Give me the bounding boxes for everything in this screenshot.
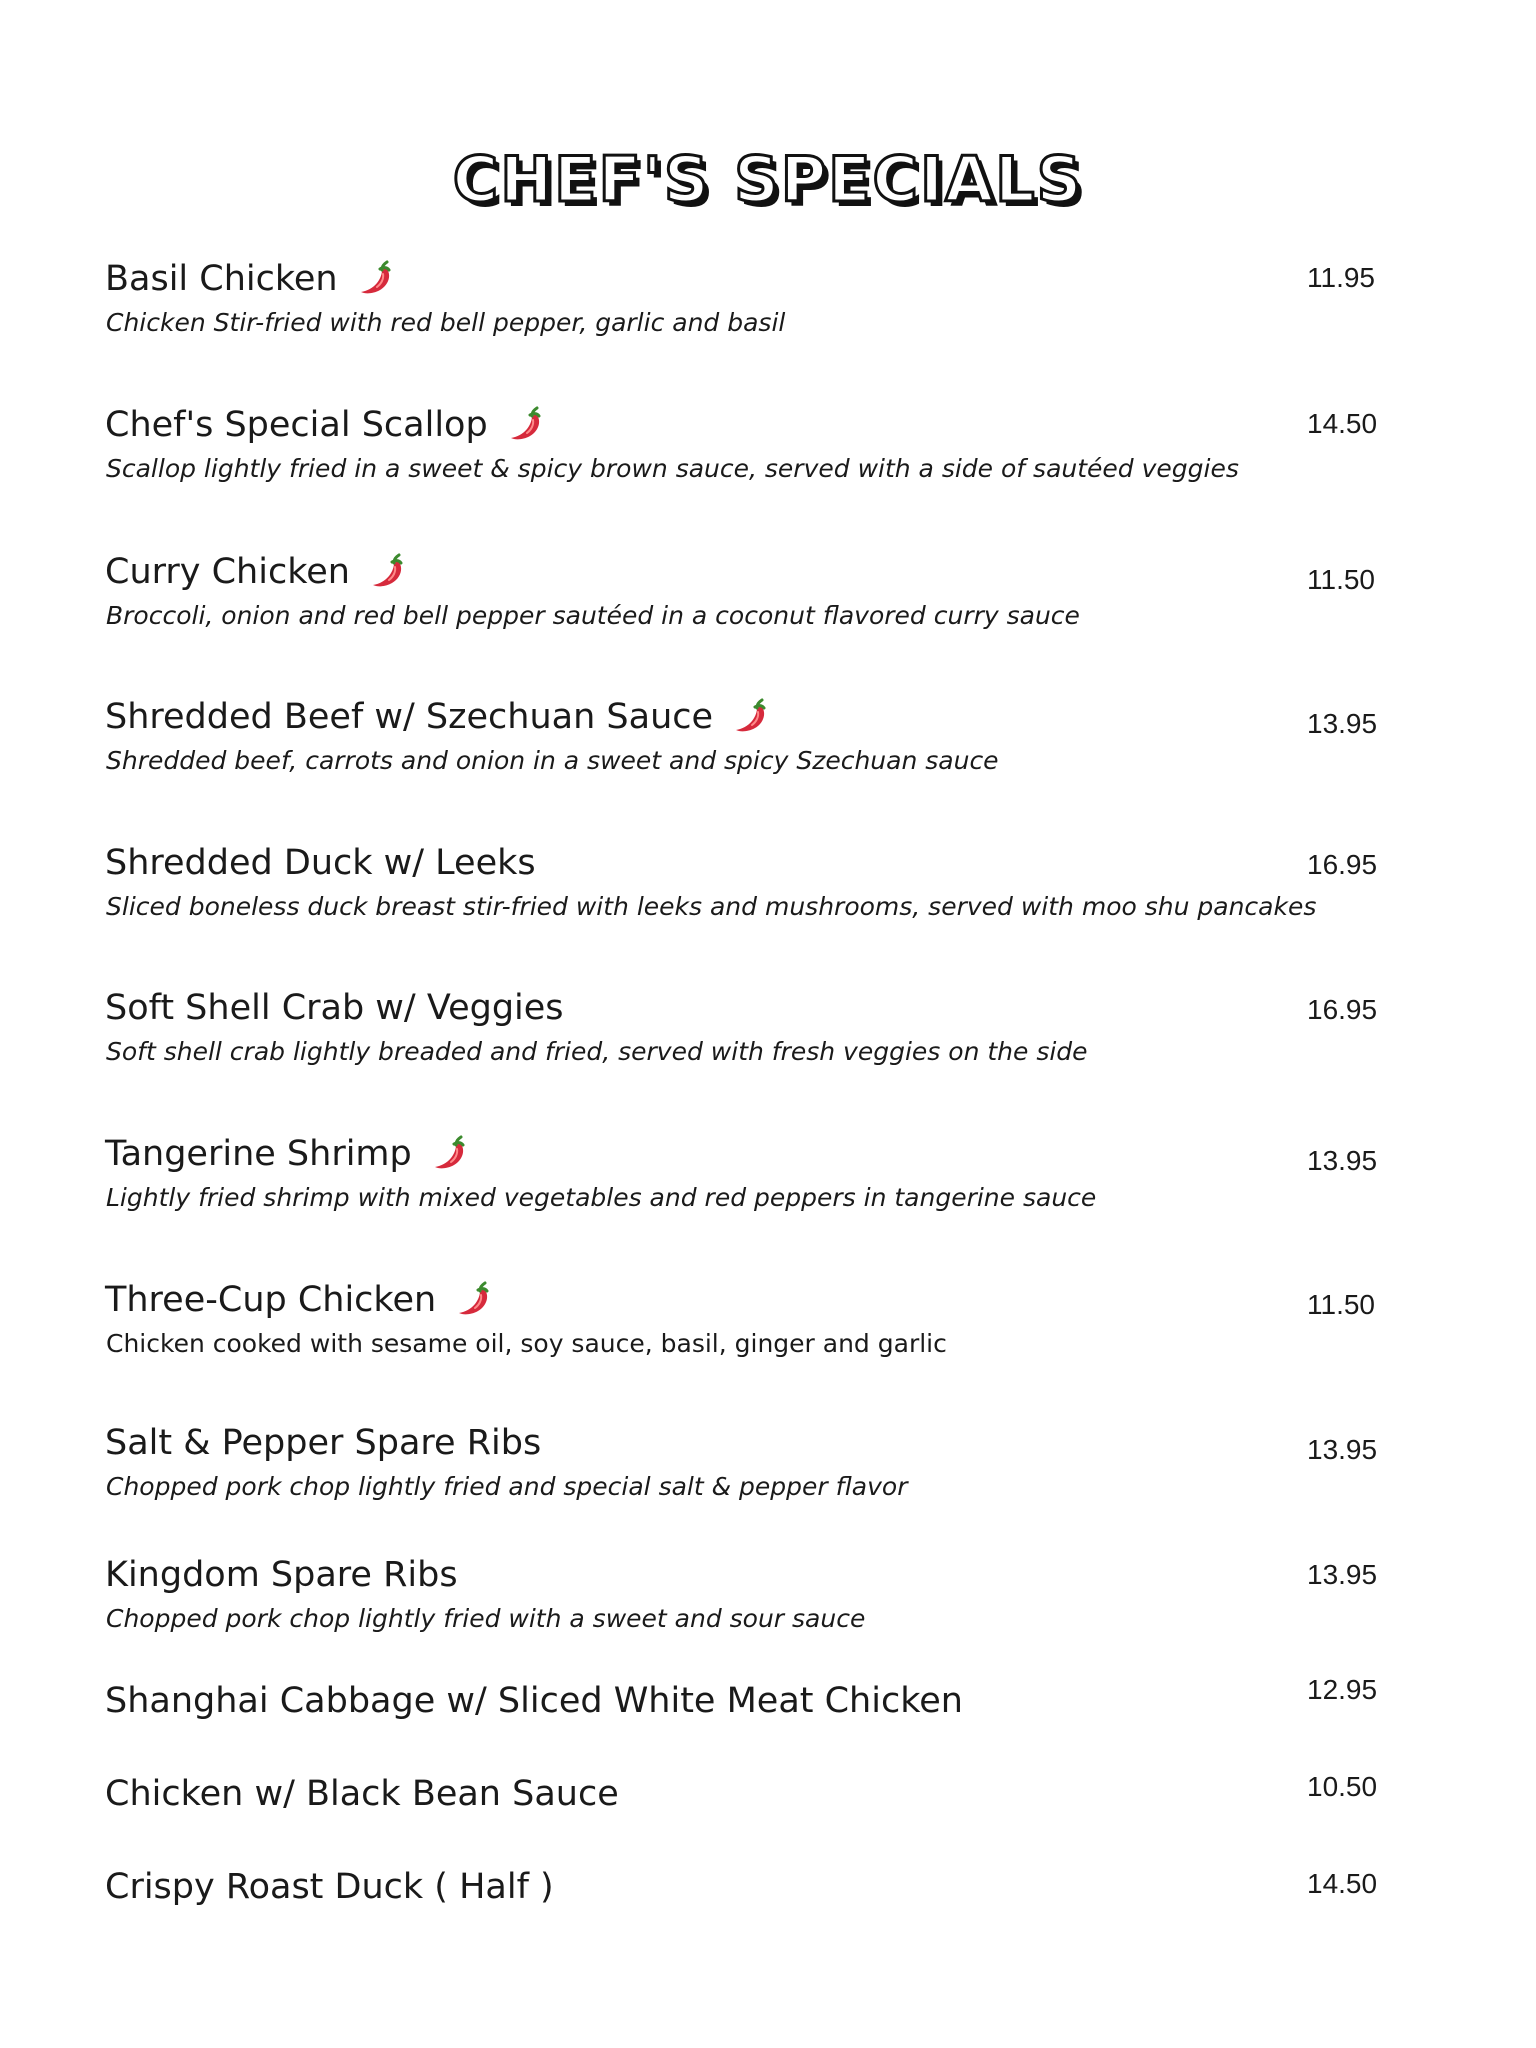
menu-item [0, 549, 1536, 669]
menu-item [0, 840, 1536, 960]
menu-item-name [105, 1552, 458, 1598]
menu-item-name-text: Chicken w/ Black Bean Sauce [105, 1774, 619, 1814]
menu-item-name-text: Tangerine Shrimp [105, 1134, 412, 1174]
menu-item [0, 985, 1536, 1105]
menu-item-description: Sliced boneless duck breast stir-fried with leeks and mushrooms, served with moo shu pancakes [106, 892, 1317, 921]
menu-item-description: Chopped pork chop lightly fried with a sweet and sour sauce [106, 1604, 866, 1633]
menu-item-name-text: Three-Cup Chicken [105, 1280, 437, 1320]
menu-item-name [105, 1678, 963, 1724]
menu-item-name-text: Salt & Pepper Spare Ribs [105, 1423, 542, 1463]
menu-item-description: Scallop lightly fried in a sweet & spicy brown sauce, served with a side of sautéed veggies [106, 454, 1239, 483]
menu-item-price: 13.95 [1307, 708, 1378, 739]
menu-item-name [105, 1771, 619, 1817]
menu-item-name [105, 1864, 554, 1910]
menu-item-description: Chopped pork chop lightly fried and special salt & pepper flavor [106, 1472, 908, 1501]
menu-item-price: 12.95 [1307, 1674, 1378, 1705]
menu-item-price: 14.50 [1307, 408, 1378, 439]
menu-item-price: 11.50 [1307, 564, 1375, 595]
menu-item-name-text: Shanghai Cabbage w/ Sliced White Meat Chicken [105, 1681, 963, 1721]
chili-pepper-icon [368, 552, 408, 592]
menu-item-description: Shredded beef, carrots and onion in a sweet and spicy Szechuan sauce [106, 746, 999, 775]
menu-item-name [105, 694, 771, 740]
menu-item-price: 14.50 [1307, 1868, 1378, 1899]
menu-item-price: 13.95 [1307, 1145, 1378, 1176]
menu-item-price: 11.95 [1307, 262, 1375, 293]
chili-pepper-icon [731, 697, 771, 737]
menu-item-description: Chicken cooked with sesame oil, soy sauce, basil, ginger and garlic [106, 1329, 947, 1358]
chili-pepper-icon [454, 1280, 494, 1320]
menu-item-price: 13.95 [1307, 1434, 1378, 1465]
menu-item-price: 16.95 [1307, 994, 1378, 1025]
menu-item-description: Chicken Stir-fried with red bell pepper, garlic and basil [106, 308, 786, 337]
menu-item-price: 10.50 [1307, 1771, 1378, 1802]
menu-item-name [105, 840, 536, 886]
menu-item [0, 1552, 1536, 1672]
menu-item-price: 13.95 [1307, 1559, 1378, 1590]
menu-item-name [105, 256, 396, 302]
menu-item-name-text: Shredded Beef w/ Szechuan Sauce [105, 697, 714, 737]
page-title: CHEF'S SPECIALS [452, 143, 1084, 216]
menu-item [0, 1131, 1536, 1251]
menu-item-description: Soft shell crab lightly breaded and fried, served with fresh veggies on the side [106, 1037, 1088, 1066]
menu-item-description: Broccoli, onion and red bell pepper sautéed in a coconut flavored curry sauce [106, 601, 1080, 630]
menu-item-name-text: Kingdom Spare Ribs [105, 1555, 458, 1595]
menu-item-name [105, 1131, 470, 1177]
chili-pepper-icon [430, 1134, 470, 1174]
menu-item [0, 256, 1536, 376]
menu-item-name-text: Soft Shell Crab w/ Veggies [105, 988, 564, 1028]
menu-item-name-text: Basil Chicken [105, 259, 338, 299]
chili-pepper-icon [506, 405, 546, 445]
menu-item-name [105, 1277, 494, 1323]
menu-item-description: Lightly fried shrimp with mixed vegetables and red peppers in tangerine sauce [106, 1183, 1097, 1212]
menu-item-name [105, 402, 546, 448]
menu-item-name-text: Shredded Duck w/ Leeks [105, 843, 536, 883]
menu-item [0, 1864, 1536, 1984]
menu-item [0, 694, 1536, 814]
menu-item-name [105, 549, 408, 595]
menu-item-name [105, 1420, 541, 1466]
menu-item-price: 16.95 [1307, 849, 1378, 880]
menu-item-name-text: Chef's Special Scallop [105, 405, 488, 445]
menu-item-name [105, 985, 564, 1031]
menu-item-name-text: Crispy Roast Duck ( Half ) [105, 1867, 554, 1907]
menu-item [0, 402, 1536, 522]
menu-item-name-text: Curry Chicken [105, 552, 350, 592]
menu-item-price: 11.50 [1307, 1289, 1375, 1320]
menu-item [0, 1420, 1536, 1540]
menu-item [0, 1277, 1536, 1397]
chili-pepper-icon [356, 259, 396, 299]
